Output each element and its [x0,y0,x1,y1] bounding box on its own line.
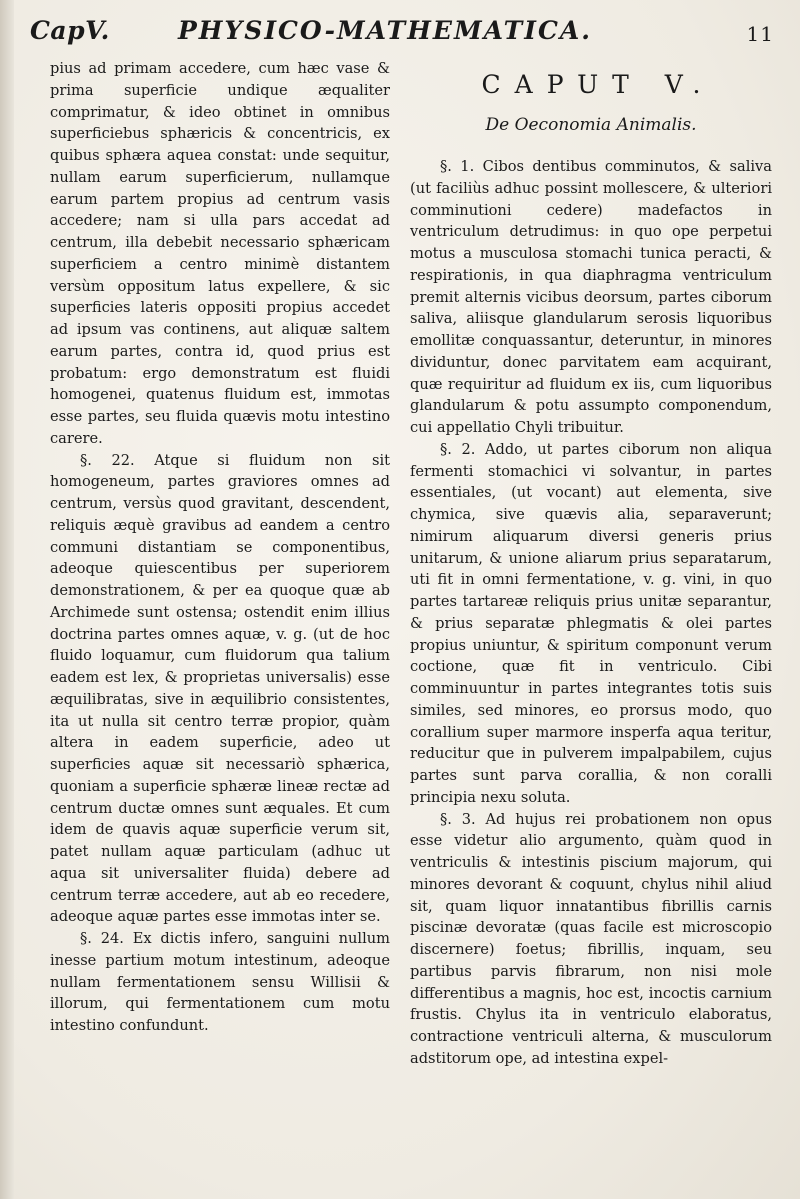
chapter-folio: CapV. [30,16,110,45]
page-binding-edge [0,0,14,1199]
chapter-subtitle: De Oeconomia Animalis. [485,115,697,135]
paragraph: §. 2. Addo, ut partes ciborum non aliqua fermenti stomachici vi solvantur, in partes essentiales, (ut vocant) aut elementa, sive chymica, sive quævis alia, separaverunt; nimirum aliquarum diversi generis prius unitarum, & unione aliarum prius separatarum, uti fit in omni fermentatione, v. g. vini, in quo partes tartareæ reliquis prius unitæ separantur, & prius separatæ phlegmatis & olei partes propius uniuntur, & spiritum componunt verum coctione, quæ fit in ventriculo. Cibi comminuuntur in partes integrantes totis suis similes, sed minores, eo prorsus modo, quo corallium super marmore insperfa aqua teritur, reducitur que in pulverem impalpabilem, cujus partes sunt parva corallia, & non coralli principia nexu soluta. [410,440,772,806]
paragraph: §. 3. Ad hujus rei probationem non opus esse videtur alio argumento, quàm quod in ventriculis & intestinis piscium majorum, qui minores devorant & coquunt, chylus nihil aliud sit, quam liquor innatantibus fibrillis carnis piscinæ devoratæ (quas facile est microscopio discernere) foetus; fibrillis, inquam, seu partibus parvis fibrarum, non nisi mole differentibus a magnis, hoc est, incoctis carnium frustis. Chylus ita in ventriculo elaboratus, contractione ventriculi alterna, & musculorum adstitorum ope, ad intestina expel- [410,810,772,1067]
paragraph: §. 22. Atque si fluidum non sit homogeneum, partes graviores omnes ad centrum, versùs quod gravitant, descendent, reliquis æquè gravibus ad eandem a centro communi distantiam se componentibus, adeoque quiescentibus per superiorem demonstrationem, & per ea quoque quæ ab Archimede sunt ostensa; ostendit enim illius doctrina partes omnes aquæ, v. g. (ut de hoc fluido loquamur, cum fluidorum qua talium eadem est lex, & proprietas universalis) esse æquilibratas, sive in æquilibrio consistentes, ita ut nulla sit centro terræ propior, quàm altera in eadem superficie, adeo ut superficies aquæ sit necessariò sphærica, quoniam a superficie sphæræ lineæ rectæ ad centrum ductæ omnes sunt æquales. Et cum idem de quavis aquæ superficie verum sit, patet nullam aquæ particulam (adhuc ut aqua sit universaliter fluida) debere ad centrum terræ accedere, aut ab eo recedere, adeoque aquæ partes esse immotas inter se. [50,451,390,926]
chapter-heading: CAPUT V. [481,70,715,99]
paragraph: pius ad primam accedere, cum hæc vase & prima superficie undique æqualiter comprimatur, & ideo obtinet in omnibus superficiebus sphæricis & concentricis, ex quibus sphæra aquea constat: unde sequitur, nullam earum superficierum, nullamque earum partem propius ad centrum vasis accedere; nam si ulla pars accedat ad centrum, illa debebit necessario sphæricam superficiem a centro minimè distantem versùm oppositum latus expellere, & sic superficies lateris oppositi propius accedet ad ipsum vas continens, aut aliquæ saltem earum partes, contra id, quod prius est probatum: ergo demonstratum est fluidi homogenei, quatenus fluidum est, immotas esse partes, seu fluida quævis motu intestino carere. [50,60,390,447]
page-number: 11 [746,22,774,46]
paragraph: §. 1. Cibos dentibus comminutos, & saliva (ut faciliùs adhuc possint mollescere, & ulteriori comminutioni cedere) madefactos in ventriculum detrudimus: in quo ope perpetui motus a musculosa stomachi tunica peracti, & respirationis, in qua diaphragma ventriculum premit alternis vicibus deorsum, partes ciborum saliva, aliisque glandularum serosis liquoribus emollitæ conquassantur, deteruntur, in minores dividuntur, donec parvitatem eam acquirant, quæ requiritur ad fluidum ex iis, cum liquoribus glandularum & potu assumpto componendum, cui appellatio Chyli tribuitur. [410,158,772,436]
paragraph: §. 24. Ex dictis infero, sanguini nullum inesse partium motum intestinum, adeoque nullam fermentationem sensu Willisii & illorum, qui fermentationem cum motu intestino confundunt. [50,930,390,1034]
left-column [50,58,390,1037]
right-column [410,58,772,1070]
running-title: PHYSICO-MATHEMATICA. [178,16,592,45]
running-head [30,16,780,52]
